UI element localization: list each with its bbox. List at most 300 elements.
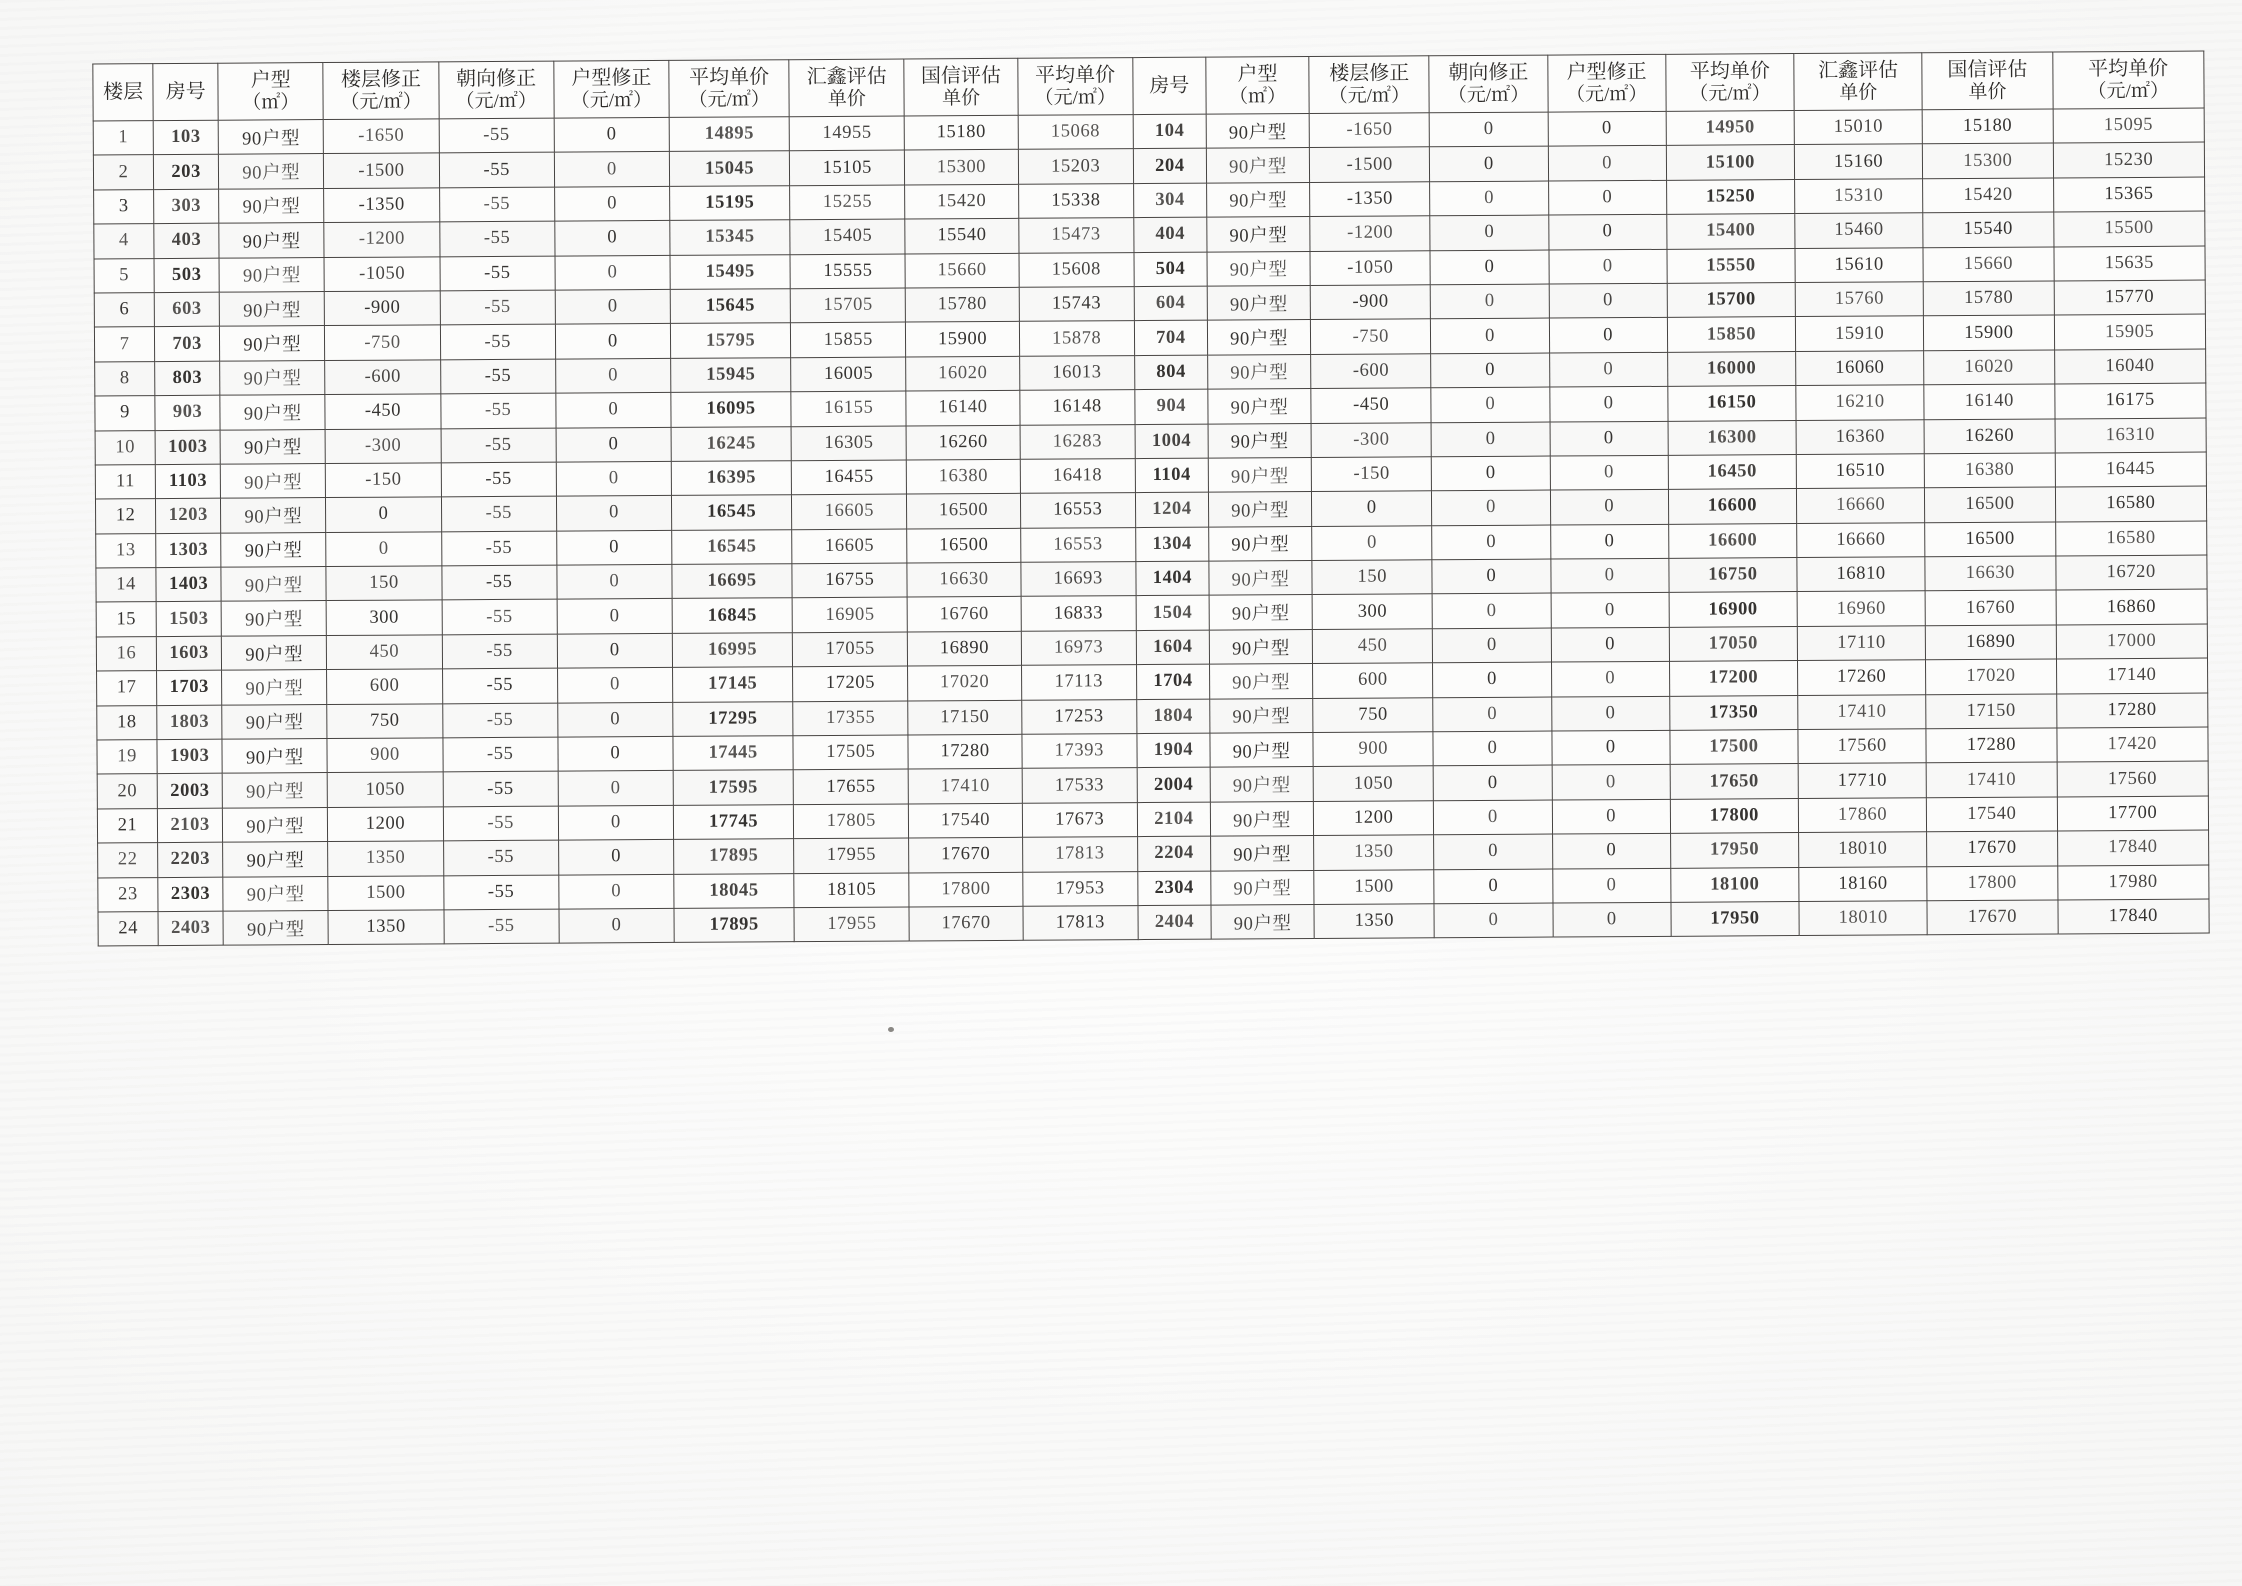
table-cell: 0 bbox=[1431, 353, 1549, 388]
table-cell: 17953 bbox=[1022, 871, 1137, 906]
table-cell: 2404 bbox=[1138, 905, 1211, 940]
table-cell: 0 bbox=[558, 840, 673, 875]
table-cell: 0 bbox=[1430, 215, 1548, 250]
table-cell: 0 bbox=[1553, 902, 1671, 937]
table-cell: 604 bbox=[1134, 286, 1207, 321]
table-cell: 16630 bbox=[1925, 556, 2055, 591]
table-cell: 17393 bbox=[1022, 734, 1137, 769]
table-cell: 16973 bbox=[1021, 630, 1136, 665]
table-cell: 15100 bbox=[1666, 145, 1794, 180]
table-cell: 16693 bbox=[1021, 562, 1136, 597]
table-cell: 14895 bbox=[669, 117, 789, 152]
table-cell: 17650 bbox=[1670, 764, 1798, 799]
table-cell: 16720 bbox=[2055, 555, 2207, 590]
table-cell: 15855 bbox=[791, 322, 906, 357]
table-cell: 17410 bbox=[1798, 694, 1926, 729]
table-cell: 903 bbox=[155, 395, 220, 430]
table-cell: 0 bbox=[556, 427, 671, 462]
table-cell: 0 bbox=[1550, 455, 1668, 490]
table-cell: 90户型 bbox=[219, 257, 324, 292]
table-cell: 90户型 bbox=[220, 360, 325, 395]
table-cell: 300 bbox=[1312, 594, 1432, 629]
table-cell: 16600 bbox=[1668, 523, 1796, 558]
table-cell: 900 bbox=[1313, 732, 1433, 767]
table-cell: 0 bbox=[559, 874, 674, 909]
table-cell: 16500 bbox=[907, 528, 1020, 563]
table-cell: 90户型 bbox=[1210, 733, 1313, 768]
column-header-unit: （元/㎡） bbox=[1566, 83, 1648, 106]
scan-speck bbox=[888, 1027, 894, 1032]
table-cell: 15760 bbox=[1795, 282, 1923, 317]
table-cell: 17673 bbox=[1022, 802, 1137, 837]
table-cell: 0 bbox=[1552, 765, 1670, 800]
table-cell: 1804 bbox=[1137, 699, 1210, 734]
table-cell: 15180 bbox=[905, 115, 1018, 150]
table-cell: 0 bbox=[1551, 696, 1669, 731]
table-cell: 304 bbox=[1133, 183, 1206, 218]
table-cell: -55 bbox=[442, 703, 557, 738]
table-cell: 90户型 bbox=[1209, 526, 1312, 561]
column-header: 户型修正 （元/㎡） bbox=[554, 60, 670, 118]
table-cell: 90户型 bbox=[223, 807, 328, 842]
column-header-unit: 单价 bbox=[1839, 82, 1878, 104]
table-cell: 17895 bbox=[674, 908, 794, 943]
table-cell: 12 bbox=[95, 499, 155, 534]
table-cell: 21 bbox=[97, 808, 157, 843]
table-cell: 17200 bbox=[1669, 661, 1797, 696]
table-cell: 90户型 bbox=[1208, 457, 1311, 492]
table-cell: 15770 bbox=[2054, 280, 2206, 315]
table-cell: -55 bbox=[439, 118, 554, 153]
table-cell: 16960 bbox=[1797, 591, 1925, 626]
table-cell: 17813 bbox=[1023, 906, 1138, 941]
table-cell: 1500 bbox=[328, 875, 443, 910]
table-cell: 1703 bbox=[157, 670, 222, 705]
column-header-unit: （㎡） bbox=[1229, 85, 1287, 108]
table-cell: 15405 bbox=[790, 219, 905, 254]
column-header: 房号 bbox=[1133, 57, 1206, 114]
table-cell: 1050 bbox=[328, 772, 443, 807]
table-cell: 15540 bbox=[905, 218, 1018, 253]
column-header-unit: （元/㎡） bbox=[340, 91, 422, 113]
table-cell: 16510 bbox=[1796, 454, 1924, 489]
table-cell: 150 bbox=[326, 566, 441, 601]
table-cell: -55 bbox=[442, 634, 557, 669]
table-cell: 20 bbox=[97, 774, 157, 809]
table-cell: 0 bbox=[1312, 525, 1432, 560]
table-cell: 15473 bbox=[1018, 218, 1133, 253]
table-cell: 17505 bbox=[793, 735, 908, 770]
table-cell: 15900 bbox=[906, 322, 1019, 357]
table-cell: 16095 bbox=[671, 392, 791, 427]
table-cell: 0 bbox=[1431, 387, 1549, 422]
table-cell: -1650 bbox=[324, 119, 439, 154]
table-cell: 15700 bbox=[1667, 283, 1795, 318]
table-cell: 90户型 bbox=[1209, 664, 1312, 699]
table-cell: 15500 bbox=[2053, 211, 2205, 246]
table-cell: 16 bbox=[96, 636, 156, 671]
table-cell: 15300 bbox=[905, 150, 1018, 185]
table-cell: 15365 bbox=[2053, 177, 2205, 212]
table-cell: 600 bbox=[327, 669, 442, 704]
table-cell: 0 bbox=[1552, 834, 1670, 869]
table-cell: 90户型 bbox=[221, 567, 326, 602]
table-cell: 16500 bbox=[1925, 522, 2055, 557]
table-cell: -55 bbox=[442, 600, 557, 635]
table-cell: 15900 bbox=[1924, 315, 2054, 350]
table-cell: 1603 bbox=[156, 636, 221, 671]
table-cell: 17145 bbox=[673, 667, 793, 702]
table-cell: 8 bbox=[95, 361, 155, 396]
table-cell: 0 bbox=[554, 117, 669, 152]
table-cell: 16833 bbox=[1021, 596, 1136, 631]
table-cell: 15608 bbox=[1019, 252, 1134, 287]
table-cell: 90户型 bbox=[1208, 354, 1311, 389]
table-cell: 90户型 bbox=[1208, 423, 1311, 458]
table-cell: -55 bbox=[443, 806, 558, 841]
price-adjustment-table bbox=[92, 51, 2209, 947]
table-cell: -55 bbox=[440, 290, 555, 325]
table-cell: 0 bbox=[1430, 112, 1548, 147]
table-cell: -55 bbox=[441, 496, 556, 531]
table-cell: 0 bbox=[1549, 352, 1667, 387]
table-cell: 17955 bbox=[794, 907, 909, 942]
table-cell: 15540 bbox=[1923, 212, 2053, 247]
table-cell: 22 bbox=[98, 843, 158, 878]
table-cell: 90户型 bbox=[1207, 285, 1310, 320]
table-cell: 2203 bbox=[158, 842, 223, 877]
table-cell: 90户型 bbox=[222, 635, 327, 670]
table-cell: 16060 bbox=[1796, 351, 1924, 386]
table-cell: 16210 bbox=[1796, 385, 1924, 420]
table-cell: 23 bbox=[98, 877, 158, 912]
table-cell: 2403 bbox=[158, 911, 223, 946]
table-cell: 90户型 bbox=[222, 773, 327, 808]
table-cell: 15338 bbox=[1018, 183, 1133, 218]
table-cell: 703 bbox=[155, 327, 220, 362]
table-cell: 16605 bbox=[792, 529, 907, 564]
table-cell: 404 bbox=[1134, 217, 1207, 252]
table-cell: 750 bbox=[1313, 697, 1433, 732]
table-cell: -450 bbox=[325, 394, 440, 429]
table-cell: 1303 bbox=[156, 533, 221, 568]
table-cell: 90户型 bbox=[1210, 767, 1313, 802]
table-cell: -1350 bbox=[324, 188, 439, 223]
table-cell: 15905 bbox=[2054, 314, 2206, 349]
table-cell: 1503 bbox=[156, 602, 221, 637]
column-header-unit: （元/㎡） bbox=[2087, 80, 2169, 102]
table-cell: 16900 bbox=[1669, 592, 1797, 627]
table-cell: 18045 bbox=[674, 873, 794, 908]
table-cell: 13 bbox=[96, 533, 156, 568]
table-cell: 0 bbox=[1548, 180, 1666, 215]
table-cell: 17560 bbox=[2057, 761, 2209, 796]
table-cell: 0 bbox=[1552, 730, 1670, 765]
table-cell: 16500 bbox=[907, 494, 1020, 529]
table-cell: 17670 bbox=[1927, 831, 2057, 866]
table-cell: 90户型 bbox=[1207, 182, 1310, 217]
table-cell: 16020 bbox=[1924, 350, 2054, 385]
table-cell: 17260 bbox=[1798, 660, 1926, 695]
table-cell: 0 bbox=[1550, 524, 1668, 559]
table-cell: 17710 bbox=[1798, 763, 1926, 798]
table-cell: 0 bbox=[1312, 491, 1432, 526]
table-cell: 16695 bbox=[672, 564, 792, 599]
table-cell: 17500 bbox=[1670, 730, 1798, 765]
table-cell: 900 bbox=[327, 738, 442, 773]
table-cell: -55 bbox=[444, 909, 559, 944]
table-cell: 16380 bbox=[907, 459, 1020, 494]
table-cell: 2303 bbox=[158, 877, 223, 912]
table-cell: 15345 bbox=[670, 220, 790, 255]
table-cell: 103 bbox=[153, 120, 218, 155]
table-cell: 0 bbox=[1433, 697, 1551, 732]
table-cell: 0 bbox=[1548, 215, 1666, 250]
column-header: 楼层修正 （元/㎡） bbox=[323, 62, 439, 120]
table-cell: 15045 bbox=[669, 151, 789, 186]
table-cell: 0 bbox=[1431, 422, 1549, 457]
table-cell: 15550 bbox=[1667, 248, 1795, 283]
table-cell: 90户型 bbox=[222, 670, 327, 705]
table-cell: 17813 bbox=[1022, 837, 1137, 872]
table-cell: 0 bbox=[557, 633, 672, 668]
table-cell: 90户型 bbox=[1210, 698, 1313, 733]
table-cell: 17860 bbox=[1798, 798, 1926, 833]
table-cell: 0 bbox=[1434, 800, 1552, 835]
table-cell: 1504 bbox=[1136, 596, 1209, 631]
table-cell: 16630 bbox=[907, 562, 1020, 597]
table-cell: 17560 bbox=[1798, 729, 1926, 764]
table-cell: 1 bbox=[93, 121, 153, 156]
table-cell: 15705 bbox=[790, 288, 905, 323]
table-cell: 9 bbox=[95, 396, 155, 431]
table-cell: 16553 bbox=[1020, 493, 1135, 528]
table-cell: 16175 bbox=[2054, 383, 2206, 418]
table-cell: 16380 bbox=[1925, 453, 2055, 488]
table-cell: 15878 bbox=[1019, 321, 1134, 356]
table-cell: 18010 bbox=[1799, 832, 1927, 867]
table-cell: 0 bbox=[1430, 181, 1548, 216]
table-cell: 0 bbox=[1431, 284, 1549, 319]
table-cell: -55 bbox=[442, 668, 557, 703]
table-cell: 90户型 bbox=[1211, 870, 1314, 905]
table-cell: 17055 bbox=[793, 632, 908, 667]
table-cell: -55 bbox=[440, 393, 555, 428]
table-cell: 16150 bbox=[1668, 386, 1796, 421]
table-cell: -150 bbox=[1311, 457, 1431, 492]
table-cell: 503 bbox=[154, 258, 219, 293]
table-cell: -1200 bbox=[1310, 216, 1430, 251]
table-cell: 15010 bbox=[1794, 110, 1922, 145]
column-header: 楼层 bbox=[93, 64, 153, 121]
table-cell: -55 bbox=[443, 737, 558, 772]
table-cell: 17280 bbox=[1926, 728, 2056, 763]
table-cell: 0 bbox=[1432, 594, 1550, 629]
table-cell: -1650 bbox=[1309, 113, 1429, 148]
column-header: 户型修正 （元/㎡） bbox=[1547, 54, 1666, 112]
table-cell: 0 bbox=[1549, 318, 1667, 353]
table-cell: 17410 bbox=[1926, 762, 2056, 797]
table-cell: 0 bbox=[555, 358, 670, 393]
table-cell: 90户型 bbox=[1208, 389, 1311, 424]
table-cell: 17540 bbox=[1927, 797, 2057, 832]
table-cell: 1350 bbox=[328, 841, 443, 876]
table-cell: 1904 bbox=[1137, 733, 1210, 768]
table-cell: 0 bbox=[326, 532, 441, 567]
column-header-unit: 单价 bbox=[827, 88, 866, 110]
column-header: 汇鑫评估 单价 bbox=[1794, 53, 1923, 111]
table-cell: 15635 bbox=[2053, 246, 2205, 281]
table-cell: -55 bbox=[442, 565, 557, 600]
table-cell: 0 bbox=[1549, 249, 1667, 284]
table-cell: 17020 bbox=[1926, 659, 2056, 694]
table-cell: 2104 bbox=[1137, 802, 1210, 837]
table-cell: 16300 bbox=[1668, 420, 1796, 455]
table-cell: 15105 bbox=[790, 150, 905, 185]
table-body bbox=[93, 108, 2209, 946]
table-cell: 15660 bbox=[1923, 247, 2053, 282]
table-cell: 15420 bbox=[905, 184, 1018, 219]
table-cell: -55 bbox=[443, 772, 558, 807]
table-cell: 16283 bbox=[1020, 424, 1135, 459]
table-cell: 6 bbox=[94, 293, 154, 328]
table-cell: 17540 bbox=[909, 803, 1022, 838]
table-cell: 17950 bbox=[1671, 902, 1799, 937]
table-cell: 18 bbox=[97, 705, 157, 740]
column-header: 汇鑫评估 单价 bbox=[789, 59, 905, 117]
table-cell: 704 bbox=[1134, 320, 1207, 355]
table-cell: 90户型 bbox=[222, 739, 327, 774]
table-cell: -1050 bbox=[1310, 250, 1430, 285]
table-cell: 90户型 bbox=[1211, 836, 1314, 871]
table-cell: 0 bbox=[558, 736, 673, 771]
table-cell: 90户型 bbox=[1207, 320, 1310, 355]
column-header: 房号 bbox=[153, 63, 218, 120]
table-cell: 90户型 bbox=[220, 326, 325, 361]
table-cell: 17800 bbox=[1927, 866, 2057, 901]
table-cell: 15645 bbox=[670, 289, 790, 324]
table-cell: 16755 bbox=[792, 563, 907, 598]
table-cell: 1200 bbox=[1314, 801, 1434, 836]
column-header-unit: （元/㎡） bbox=[1328, 84, 1411, 107]
table-cell: 90户型 bbox=[1209, 561, 1312, 596]
table-cell: 17110 bbox=[1797, 626, 1925, 661]
table-cell: 2 bbox=[93, 155, 153, 190]
table-cell: -1050 bbox=[324, 256, 439, 291]
table-cell: 17805 bbox=[794, 804, 909, 839]
table-cell: -55 bbox=[441, 462, 556, 497]
table-cell: -900 bbox=[1310, 285, 1430, 320]
table-cell: -55 bbox=[440, 359, 555, 394]
table-cell: 1004 bbox=[1135, 424, 1208, 459]
table-cell: 15068 bbox=[1018, 115, 1133, 150]
table-cell: 1200 bbox=[328, 807, 443, 842]
column-header-unit: （元/㎡） bbox=[570, 89, 653, 112]
table-cell: 104 bbox=[1133, 114, 1206, 149]
table-cell: 0 bbox=[558, 805, 673, 840]
table-cell: 18160 bbox=[1799, 866, 1927, 901]
table-cell: 15160 bbox=[1794, 144, 1922, 179]
table-cell: 1103 bbox=[155, 464, 220, 499]
table-cell: 16000 bbox=[1667, 351, 1795, 386]
table-cell: 16360 bbox=[1796, 419, 1924, 454]
table-cell: 16890 bbox=[908, 631, 1021, 666]
table-cell: 5 bbox=[94, 258, 154, 293]
table-cell: -55 bbox=[443, 840, 558, 875]
column-header-unit: （元/㎡） bbox=[455, 90, 537, 112]
table-cell: 0 bbox=[1550, 490, 1668, 525]
column-header-unit: （元/㎡） bbox=[688, 88, 770, 111]
table-cell: 16890 bbox=[1926, 625, 2056, 660]
table-cell: 15850 bbox=[1667, 317, 1795, 352]
table-cell: 2004 bbox=[1137, 768, 1210, 803]
table-cell: 90户型 bbox=[223, 842, 328, 877]
table-cell: 15460 bbox=[1795, 213, 1923, 248]
table-cell: 17 bbox=[97, 671, 157, 706]
table-cell: 15780 bbox=[906, 287, 1019, 322]
table-cell: 0 bbox=[559, 908, 674, 943]
table-cell: 16245 bbox=[671, 426, 791, 461]
table-cell: 15195 bbox=[670, 185, 790, 220]
table-cell: 16450 bbox=[1668, 454, 1796, 489]
table-cell: 16545 bbox=[671, 495, 791, 530]
table-cell: 504 bbox=[1134, 252, 1207, 287]
table-cell: 300 bbox=[327, 600, 442, 635]
table-cell: -55 bbox=[441, 531, 556, 566]
table-cell: -55 bbox=[439, 187, 554, 222]
table-cell: -55 bbox=[439, 221, 554, 256]
column-header: 户型 （㎡） bbox=[218, 63, 324, 121]
table-cell: 303 bbox=[154, 189, 219, 224]
table-cell: 0 bbox=[555, 324, 670, 359]
table-cell: 450 bbox=[327, 635, 442, 670]
table-cell: -55 bbox=[443, 875, 558, 910]
table-cell: 17020 bbox=[908, 666, 1021, 701]
table-cell: 204 bbox=[1133, 149, 1206, 184]
table-cell: 1304 bbox=[1136, 527, 1209, 562]
table-cell: 17800 bbox=[1670, 798, 1798, 833]
table-cell: 17980 bbox=[2057, 865, 2209, 900]
table-cell: 16553 bbox=[1020, 527, 1135, 562]
table-cell: 17655 bbox=[793, 769, 908, 804]
table-cell: 0 bbox=[1434, 903, 1552, 938]
table-cell: 15095 bbox=[2053, 108, 2205, 143]
table-cell: 7 bbox=[94, 327, 154, 362]
table-cell: 15795 bbox=[670, 323, 790, 358]
table-cell: 0 bbox=[1551, 662, 1669, 697]
table-cell: 0 bbox=[1434, 869, 1552, 904]
table-cell: 90户型 bbox=[1206, 148, 1309, 183]
table-cell: 16580 bbox=[2055, 486, 2207, 521]
table-cell: 15910 bbox=[1795, 316, 1923, 351]
table-cell: 17280 bbox=[908, 734, 1021, 769]
table-cell: -750 bbox=[1311, 319, 1431, 354]
table-cell: 16310 bbox=[2055, 418, 2207, 453]
table-cell: 16455 bbox=[791, 460, 906, 495]
table-cell: 150 bbox=[1312, 560, 1432, 595]
table-cell: 90户型 bbox=[219, 223, 324, 258]
table-cell: 17840 bbox=[2057, 830, 2209, 865]
table-cell: 1803 bbox=[157, 705, 222, 740]
table-cell: 16305 bbox=[791, 426, 906, 461]
table-cell: 603 bbox=[154, 292, 219, 327]
table-cell: 16005 bbox=[791, 357, 906, 392]
table-cell: -900 bbox=[325, 291, 440, 326]
table-cell: 0 bbox=[556, 530, 671, 565]
table-cell: 17050 bbox=[1669, 626, 1797, 661]
table-cell: 0 bbox=[557, 668, 672, 703]
table-cell: 17895 bbox=[674, 839, 794, 874]
